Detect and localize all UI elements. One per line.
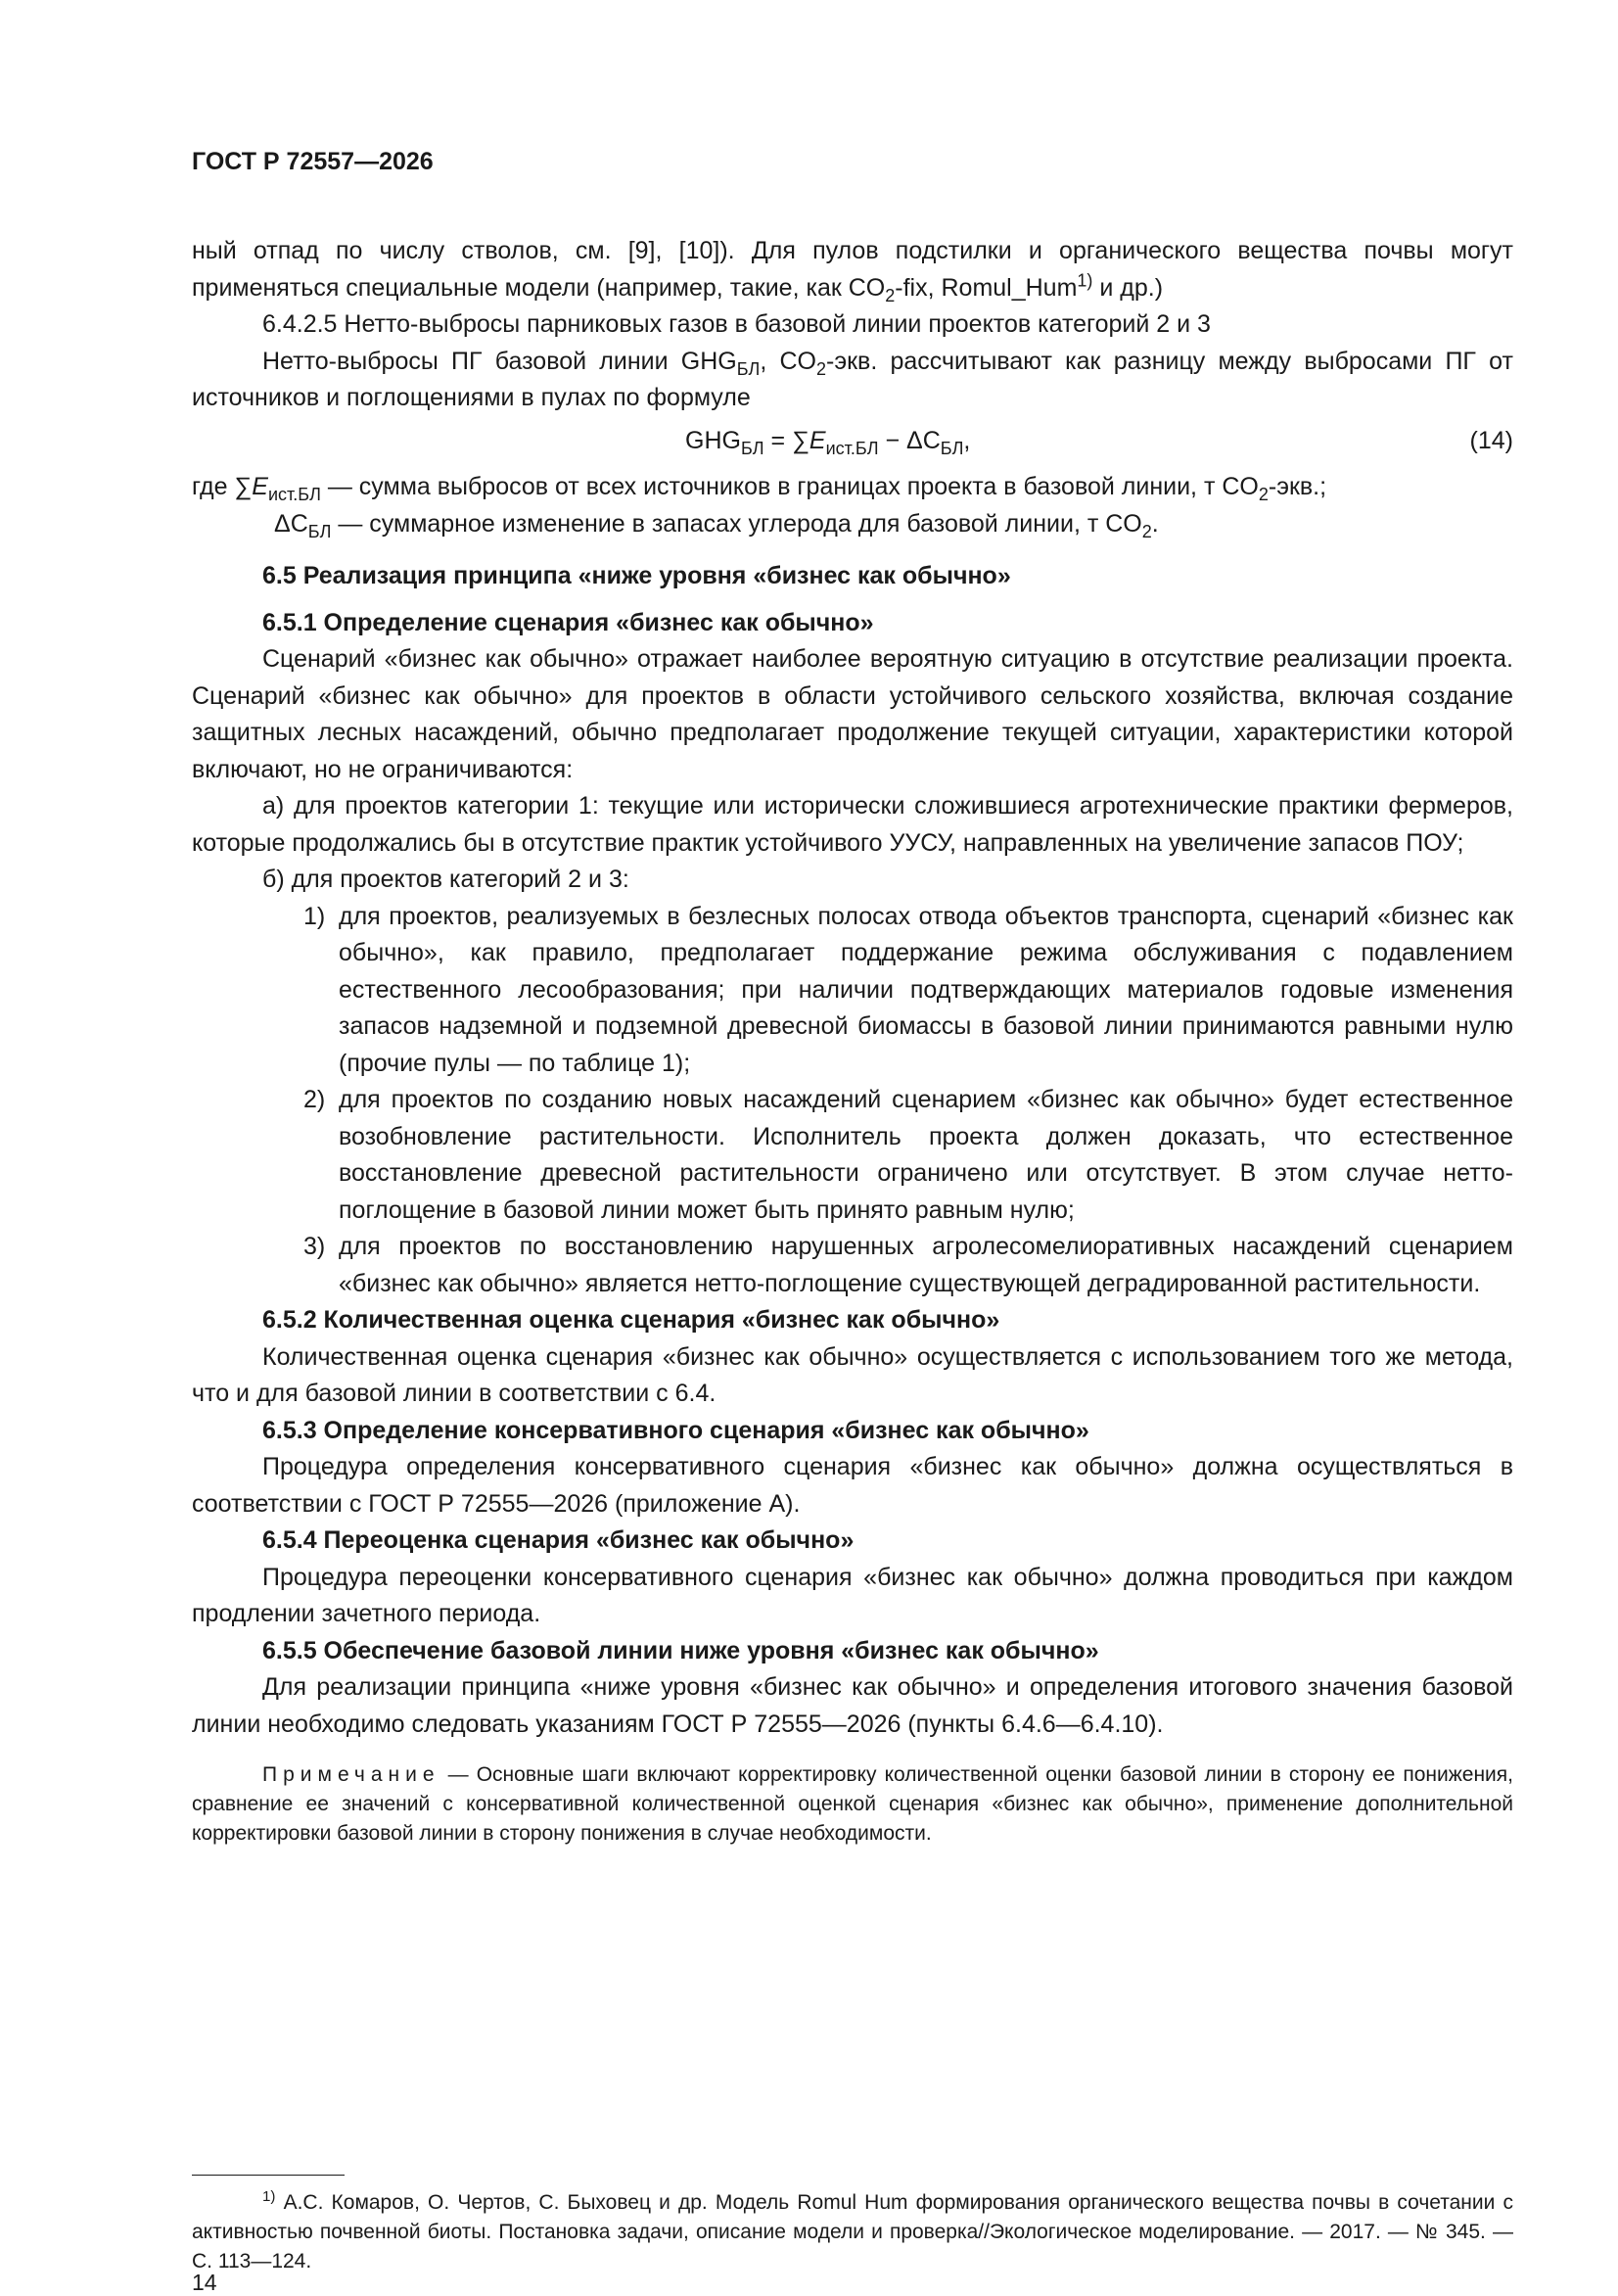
section-6-5-4-heading: 6.5.4 Переоценка сценария «бизнес как обычно» bbox=[262, 1526, 855, 1554]
formula-where-2: $\Delta C_{БЛ}$ — суммарное изменение в запасах углерода для базовой линии, т $CO_2$. bbox=[274, 509, 1159, 541]
formula-expression: $GHG_{БЛ} = \sum E_{ист.БЛ} - \Delta C_{БЛ}$, bbox=[685, 426, 971, 458]
list-item-b-2: 2) для проектов по созданию новых насаждений сценарием «бизнес как обычно» будет естественное возобновление растительности. Исполнитель проекта должен доказать, что естественное восстановление древесной растительности ограничено или отсутствует. В этом случае нетто-поглощение в базовой линии может быть принято равным нулю; bbox=[303, 1086, 1513, 1224]
list-item-b-3: 3) для проектов по восстановлению нарушенных агролесомелиоративных насаждений сценарием «бизнес как обычно» является нетто-поглощение существующей деградированной растительности. bbox=[303, 1233, 1513, 1297]
footnote-mark: 1) bbox=[262, 2188, 276, 2205]
footnote bbox=[192, 2188, 1513, 2276]
paragraph-6-5-2: Количественная оценка сценария «бизнес как обычно» осуществляется с использованием того же метода, что и для базовой линии в соответствии с 6.4. bbox=[192, 1342, 1513, 1407]
section-6-5-heading: 6.5 Реализация принципа «ниже уровня «бизнес как обычно» bbox=[262, 562, 1011, 589]
document-header: ГОСТ Р 72557—2026 bbox=[192, 148, 434, 175]
page-number: 14 bbox=[192, 2270, 217, 2295]
paragraph-6-5-4: Процедура переоценки консервативного сценария «бизнес как обычно» должна проводиться при каждом продлении зачетного периода. bbox=[192, 1563, 1513, 1627]
note bbox=[192, 1760, 1513, 1849]
footnote-ref: 1) bbox=[1077, 270, 1093, 291]
note-text: — Основные шаги включают корректировку количественной оценки базовой линии в сторону ее понижения, сравнение ее значений с консервативной количественной оценкой сценария «бизнес как обычно», применение дополнительной корректировки базовой линии в сторону понижения в случае необходимости. bbox=[192, 1763, 1513, 1845]
document-page bbox=[192, 147, 1513, 1849]
formula-14 bbox=[192, 423, 1513, 460]
paragraph-6-5-5: Для реализации принципа «ниже уровня «бизнес как обычно» и определения итогового значения базовой линии необходимо следовать указаниям ГОСТ Р 72555—2026 (пункты 6.4.6—6.4.10). bbox=[192, 1673, 1513, 1738]
document-body bbox=[192, 233, 1513, 1743]
paragraph-ghg-definition: Нетто-выбросы ПГ базовой линии $GHG_{БЛ}$, $CO_2$-экв. рассчитывают как разницу между выбросами ПГ от источников и поглощениями в пулах по формуле bbox=[192, 347, 1513, 411]
section-6-5-3-heading: 6.5.3 Определение консервативного сценария «бизнес как обычно» bbox=[262, 1416, 1089, 1444]
paragraph-6-5-1: Сценарий «бизнес как обычно» отражает наиболее вероятную ситуацию в отсутствие реализации проекта. Сценарий «бизнес как обычно» для проектов в области устойчивого сельского хозяйства, включая создание защитных лесных насаждений, обычно предполагает продолжение текущей ситуации, характеристики которой включают, но не ограничиваются: bbox=[192, 645, 1513, 783]
formula-where-1: где $\sum E_{ист.БЛ}$ — сумма выбросов от всех источников в границах проекта в базовой линии, т $CO_2$-экв.; bbox=[192, 473, 1327, 504]
list-item-a: а) для проектов категории 1: текущие или исторически сложившиеся агротехнические практики фермеров, которые продолжались бы в отсутствие практик устойчивого УУСУ, направленных на увеличение запасов ПОУ; bbox=[192, 792, 1513, 857]
footnote-text: А.С. Комаров, О. Чертов, С. Быховец и др. Модель Romul Hum формирования органического вещества почвы в сочетании с активностью почвенной биоты. Постановка задачи, описание модели и проверка//Экологическое моделирование. — 2017. — № 345. — С. 113—124. bbox=[192, 2191, 1513, 2273]
list-item-b: б) для проектов категорий 2 и 3: bbox=[262, 866, 629, 893]
paragraph-continuation: ный отпад по числу стволов, см. [9], [10]). Для пулов подстилки и органического вещества почвы могут применяться специальные модели (например, такие, как $CO_2$-fix, Romul_Hum$^{1)}$ и др.) bbox=[192, 237, 1513, 305]
list-item-b-1: 1) для проектов, реализуемых в безлесных полосах отвода объектов транспорта, сценарий «бизнес как обычно», как правило, предполагает поддержание режима обслуживания с подавлением естественного лесообразования; при наличии подтверждающих материалов годовые изменения запасов надземной и подземной древесной биомассы в базовой линии принимаются равными нулю (прочие пулы — по таблице 1); bbox=[303, 902, 1513, 1077]
formula-number: (14) bbox=[1469, 426, 1513, 454]
section-6-5-5-heading: 6.5.5 Обеспечение базовой линии ниже уровня «бизнес как обычно» bbox=[262, 1636, 1099, 1664]
paragraph-6-5-3: Процедура определения консервативного сценария «бизнес как обычно» должна осуществляться в соответствии с ГОСТ Р 72555—2026 (приложение А). bbox=[192, 1453, 1513, 1518]
note-label: Примечание bbox=[262, 1763, 440, 1786]
section-6-5-2-heading: 6.5.2 Количественная оценка сценария «бизнес как обычно» bbox=[262, 1306, 1000, 1334]
section-6-5-1-heading: 6.5.1 Определение сценария «бизнес как обычно» bbox=[262, 608, 874, 636]
clause-6-4-2-5-heading: 6.4.2.5 Нетто-выбросы парниковых газов в базовой линии проектов категорий 2 и 3 bbox=[262, 310, 1211, 338]
footnote-separator bbox=[192, 2175, 345, 2176]
